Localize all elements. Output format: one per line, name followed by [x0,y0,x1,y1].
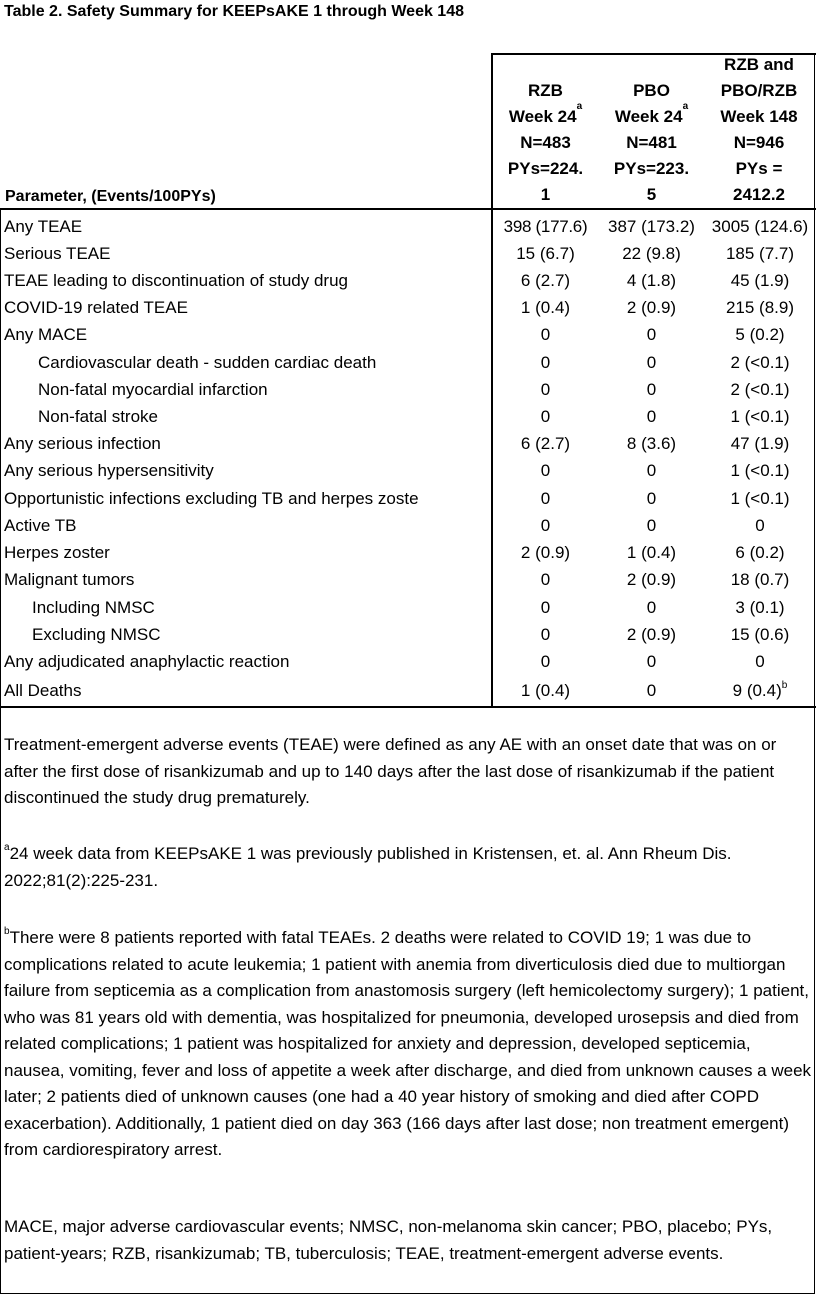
row-label: Cardiovascular death - sudden cardiac death [38,353,377,372]
footnote-b-marker: b [4,926,10,937]
rzb-week24-value: 0 [540,625,551,644]
pbo-week24-value: 4 (1.8) [626,271,677,290]
rzb-week24-value: 0 [540,353,551,372]
rzb-week24-value: 0 [540,598,551,617]
row-label: Non-fatal stroke [38,407,158,426]
rzb-week24-value: 1 (0.4) [520,681,571,700]
table-bottom-rule [0,706,816,708]
rzb-pbo-week148-value: 45 (1.9) [730,271,790,290]
rzb-week24-column-header [492,56,599,208]
pbo-week24-value: 0 [646,652,657,671]
row-label: TEAE leading to discontinuation of study drug [4,271,348,290]
rzb-pbo-week148-value: 0 [755,516,765,535]
row-label: Including NMSC [32,598,155,617]
rzb-pbo-week148-value: 3 (0.1) [735,598,785,617]
col2-line5: 5 [646,185,657,204]
pbo-week24-value: 1 (0.4) [626,543,677,562]
footnote-a-marker: a [4,842,10,853]
pbo-week24-value: 0 [646,461,657,480]
rzb-pbo-week148-value: 5 (0.2) [735,325,785,344]
rzb-week24-value: 398 (177.6) [503,217,588,236]
col1-line5: 1 [540,185,551,204]
pbo-week24-value: 0 [646,325,657,344]
table-title: Table 2. Safety Summary for KEEPsAKE 1 through Week 148 [4,3,464,20]
parameter-column-header: Parameter, (Events/100PYs) [5,188,216,205]
row-label: Active TB [4,516,77,535]
row-label: Any TEAE [4,217,83,236]
rzb-week24-value: 0 [540,380,551,399]
col3-line1: PBO/RZB [720,81,798,100]
rzb-pbo-week148-value: 0 [755,652,765,671]
rzb-pbo-week148-value: 6 (0.2) [735,543,785,562]
rzb-pbo-week148-value: 2 (<0.1) [730,353,790,372]
rzb-pbo-week148-value: 185 (7.7) [725,244,795,263]
rzb-pbo-week148-value: 47 (1.9) [730,434,790,453]
rzb-week24-value: 0 [540,516,551,535]
col1-line2: Week 24$^a$ [508,101,583,126]
row-label: All Deaths [4,681,82,700]
rzb-week24-value: 6 (2.7) [520,271,571,290]
rzb-week24-value: 6 (2.7) [520,434,571,453]
col1-line3: N=483 [520,133,571,152]
pbo-week24-value: 0 [646,516,657,535]
rzb-pbo-week148-value: 18 (0.7) [730,570,790,589]
pbo-week24-value: 2 (0.9) [626,298,677,317]
pbo-week24-value: 0 [646,489,657,508]
rzb-week24-value: 0 [540,407,551,426]
rzb-pbo-week148-value: 2 (<0.1) [730,380,790,399]
pbo-week24-value: 0 [646,681,657,700]
col2-line1: PBO [633,81,670,100]
header-bottom-rule [0,208,816,210]
header-top-rule [491,53,816,55]
footnote-b-marker: b [781,680,788,691]
pbo-week24-value: 22 (9.8) [622,244,681,263]
rzb-pbo-week148-value: 15 (0.6) [730,625,790,644]
rzb-week24-value: 0 [540,652,551,671]
rzb-pbo-week148-value: 1 (<0.1) [730,461,790,480]
col2-line4: PYs=223. [613,159,690,178]
teae-definition-note: Treatment-emergent adverse events (TEAE) were defined as any AE with an onset date that was on or after the first dose of risankizumab and up to 140 days after the last dose of risankizumab if the patient discontinued the study drug prematurely. [4,735,777,807]
outer-bottom-border [0,1293,815,1294]
rzb-pbo-week148-value: 3005 (124.6) [711,217,809,236]
col1-line4: PYs=224. [507,159,584,178]
pbo-week24-value: 0 [646,353,657,372]
rzb-week24-value: 0 [540,570,551,589]
rzb-week24-value: 1 (0.4) [520,298,571,317]
col3-line5: 2412.2 [733,185,785,204]
row-label: Herpes zoster [4,543,110,562]
pbo-week24-value: 387 (173.2) [608,217,695,236]
rzb-week24-value: 0 [540,489,551,508]
col3-line0: RZB and [724,55,794,74]
abbreviations-note: MACE, major adverse cardiovascular events; NMSC, non-melanoma skin cancer; PBO, placebo; PYs, patient-years; RZB, risankizumab; TB, tuberculosis; TEAE, treatment-emergent adverse events. [4,1217,773,1263]
pbo-week24-value: 2 (0.9) [626,570,677,589]
row-label: Opportunistic infections excluding TB and herpes zoste [4,489,419,508]
rzb-pbo-week148-value: 215 (8.9) [725,298,795,317]
col1-line1: RZB [528,81,563,100]
footnote-a-marker: a [682,101,689,112]
col3-line2: Week 148 [720,107,798,126]
row-label: Any adjudicated anaphylactic reaction [4,652,290,671]
rzb-pbo-week148-value: 9 $(0.4)^b$ [732,680,788,700]
rzb-pbo-week148-value: 1 (<0.1) [730,489,790,508]
rzb-week24-value: 15 (6.7) [516,244,575,263]
footnote-a: $^a$24 week data from KEEPsAKE 1 was previously published in Kristensen, et. al. Ann Rheum Dis. 2022;81(2):225-231. [4,842,732,890]
row-label: COVID-19 related TEAE [4,298,188,317]
rzb-week24-value: 0 [540,461,551,480]
rzb-week24-value: 0 [540,325,551,344]
row-label: Non-fatal myocardial infarction [38,380,268,399]
pbo-week24-column-header [599,56,704,208]
footnote-a-marker: a [576,101,583,112]
row-label: Excluding NMSC [32,625,161,644]
col3-line4: PYs = [735,159,783,178]
pbo-week24-value: 8 (3.6) [626,434,677,453]
row-label: Any MACE [4,325,88,344]
col3-line3: N=946 [733,133,785,152]
rzb-week24-value: 2 (0.9) [520,543,571,562]
pbo-week24-value: 2 (0.9) [626,625,677,644]
col2-line3: N=481 [626,133,677,152]
col2-line2: Week 24$^a$ [614,101,689,126]
outer-left-border [0,208,1,1294]
row-label: Malignant tumors [4,570,135,589]
row-label: Any serious infection [4,434,161,453]
row-label: Any serious hypersensitivity [4,461,214,480]
rzb-pbo-week148-column-header [704,56,814,208]
pbo-week24-value: 0 [646,380,657,399]
pbo-week24-value: 0 [646,407,657,426]
footnote-b: $^b$There were 8 patients reported with fatal TEAEs. 2 deaths were related to COVID 19; 1 was due to complications related to acute leukemia; 1 patient with anemia from diverticulosis died due to multiorgan failure from septicemia as a complication from anastomosis surgery (left hemicolectomy surgery); 1 patient, who was 81 years old with dementia, was hospitalized for pneumonia, developed urosepsis and died from related complications; 1 patient was hospitalized for anxiety and depression, developed septicemia, nausea, vomiting, fever and loss of appetite a week after discharge, and died from unknown causes a week later; 2 patients died of unknown causes (one had a 40 year history of smoking and died after COPD exacerbation). Additionally, 1 patient died on day 363 (166 days after last dose; non treatment emergent) from cardiorespiratory arrest. [4,926,812,1159]
row-label: Serious TEAE [4,244,111,263]
pbo-week24-value: 0 [646,598,657,617]
rzb-pbo-week148-value: 1 (<0.1) [730,407,790,426]
